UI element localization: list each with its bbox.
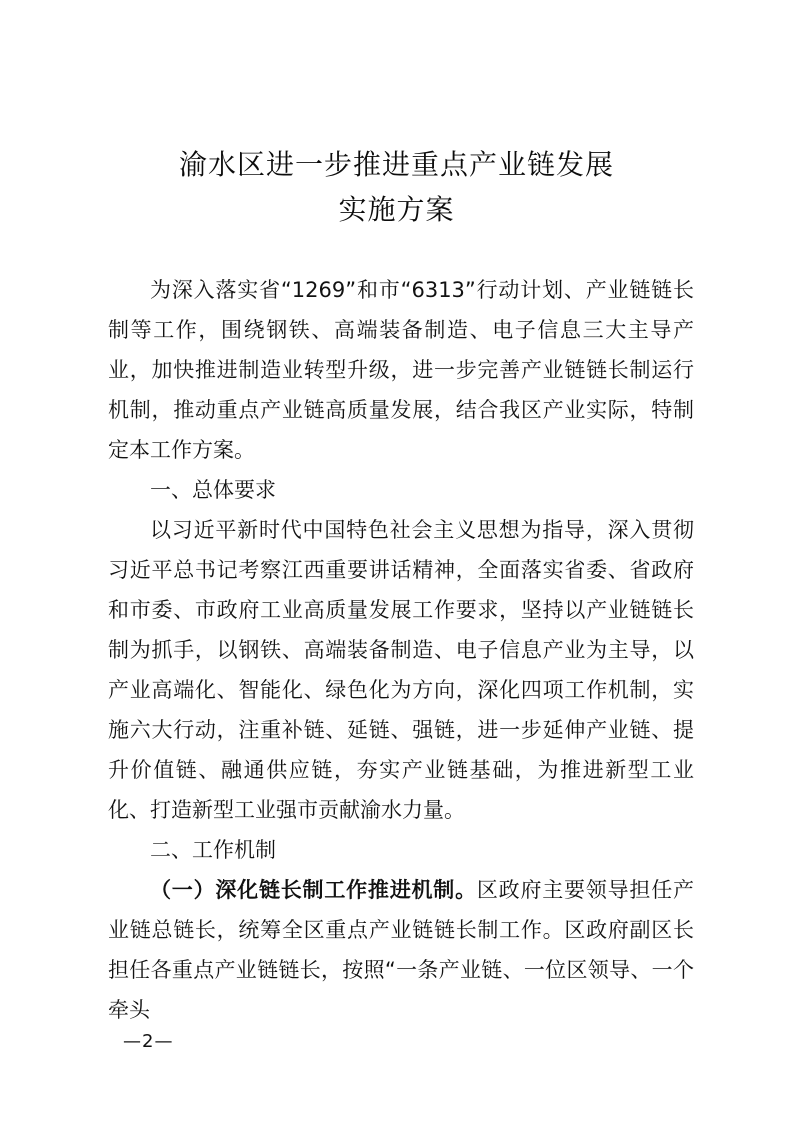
section-2-heading: 二、工作机制 xyxy=(150,838,276,862)
document-title-line-2: 实施方案 xyxy=(338,193,455,226)
subsection-1-title: （一）深化链长制工作推进机制。 xyxy=(150,878,477,902)
subsection-1-text: 区政府主要领导担任产业链总链长，统筹全区重点产业链链长制工作。区政府副区长担任各重点产业链链长，按照“一条产业链、一位区领导、一个牵头 xyxy=(108,878,694,1022)
document-title-line-1: 渝水区进一步推进重点产业链发展 xyxy=(178,148,614,181)
section-1-paragraph: 以习近平新时代中国特色社会主义思想为指导，深入贯彻习近平总书记考察江西重要讲话精神，全面落实省委、省政府和市委、市政府工业高质量发展工作要求，坚持以产业链链长制为抓手，以钢铁、高端装备制造、电子信息产业为主导，以产业高端化、智能化、绿色化为方向，深化四项工作机制，实施六大行动，注重补链、延链、强链，进一步延伸产业链、提升价值链、融通供应链，夯实产业链基础，为推进新型工业化、打造新型工业强市贡献渝水力量。 xyxy=(108,518,694,822)
document-body xyxy=(108,270,694,1030)
page-number: —2— xyxy=(123,1031,174,1052)
section-1-heading: 一、总体要求 xyxy=(150,478,276,502)
section-2-subsection-1 xyxy=(108,870,694,1030)
intro-paragraph: 为深入落实省“1269”和市“6313”行动计划、产业链链长制等工作，围绕钢铁、高端装备制造、电子信息三大主导产业，加快推进制造业转型升级，进一步完善产业链链长制运行机制，推动重点产业链高质量发展，结合我区产业实际，特制定本工作方案。 xyxy=(108,278,694,462)
